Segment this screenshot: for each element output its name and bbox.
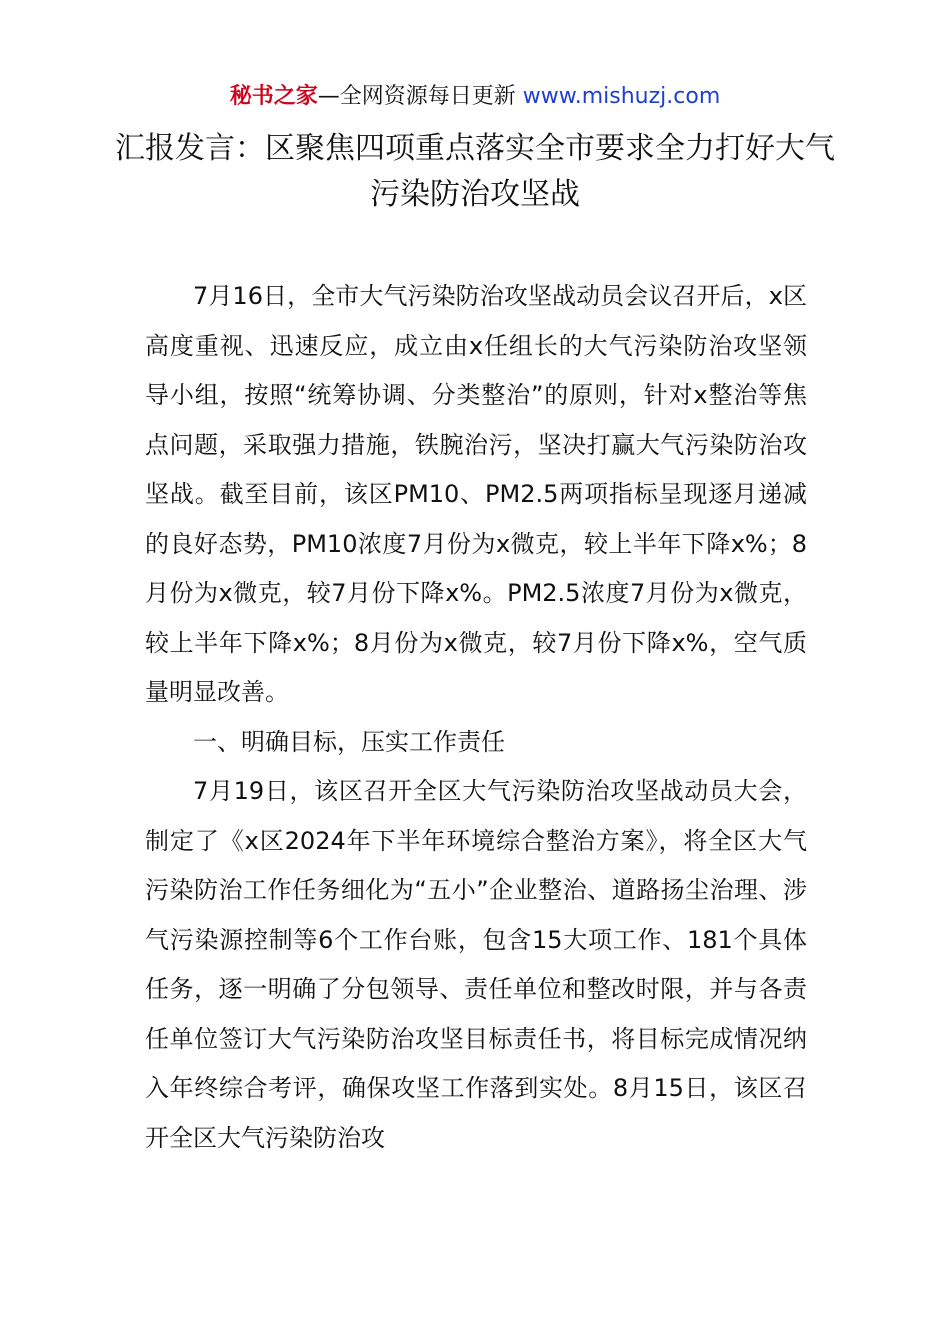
- header-slogan: —全网资源每日更新: [317, 84, 523, 109]
- brand-name: 秘书之家: [229, 84, 318, 109]
- body-paragraph: 7月16日，全市大气污染防治攻坚战动员会议召开后，x区高度重视、迅速反应，成立由x任组长的大气污染防治攻坚领导小组，按照“统筹协调、分类整治”的原则，针对x整治等焦点问题，采取强力措施，铁腕治污，坚决打赢大气污染防治攻坚战。截至目前，该区PM10、PM2.5两项指标呈现逐月递减的良好态势，PM10浓度7月份为x微克，较上半年下降x%；8月份为x微克，较7月份下降x%。PM2.5浓度7月份为x微克，较上半年下降x%；8月份为x微克，较7月份下降x%，空气质量明显改善。: [145, 282, 807, 706]
- body-paragraph: 7月19日，该区召开全区大气污染防治攻坚战动员大会，制定了《x区2024年下半年环境综合整治方案》，将全区大气污染防治工作任务细化为“五小”企业整治、道路扬尘治理、涉气污染源控制等6个工作台账，包含15大项工作、181个具体任务，逐一明确了分包领导、责任单位和整改时限，并与各责任单位签订大气污染防治攻坚目标责任书，将目标完成情况纳入年终综合考评，确保攻坚工作落到实处。8月15日，该区召开全区大气污染防治攻: [145, 777, 807, 1152]
- section-heading: 一、明确目标，压实工作责任: [193, 727, 505, 756]
- site-url-link[interactable]: www.mishuzj.com: [522, 84, 721, 109]
- document-title: 汇报发言：区聚焦四项重点落实全市要求全力打好大气污染防治攻坚战: [115, 131, 835, 212]
- document-body: [145, 272, 807, 1163]
- site-header: [0, 82, 950, 112]
